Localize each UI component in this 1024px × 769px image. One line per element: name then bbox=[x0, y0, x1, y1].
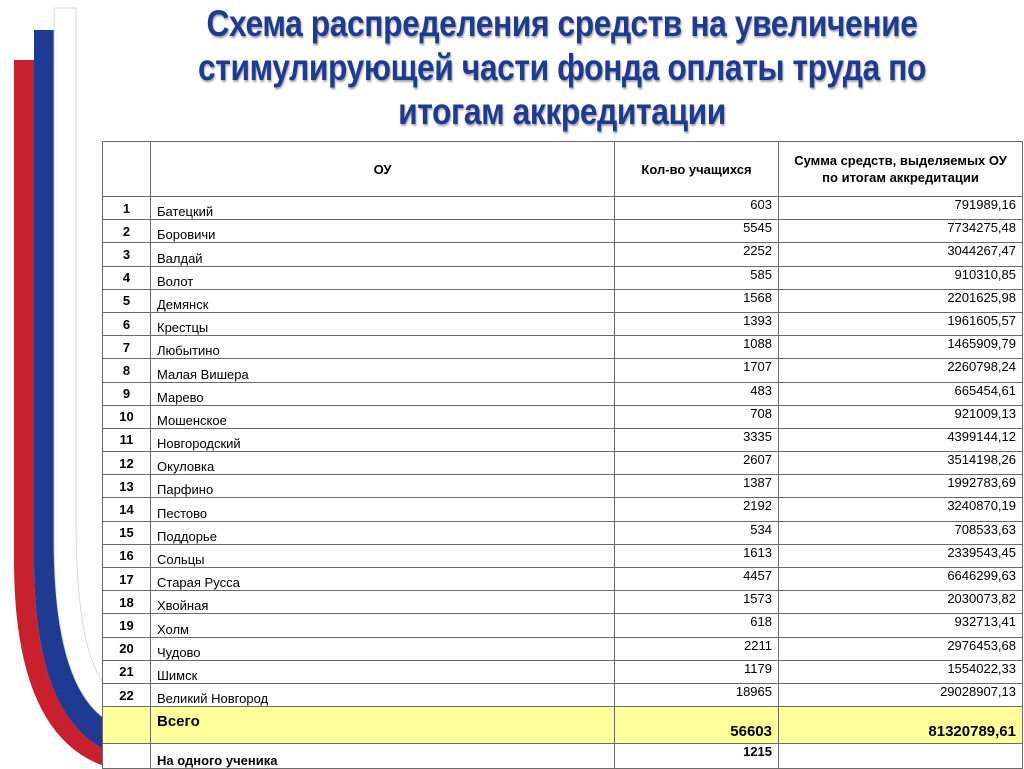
table-row bbox=[103, 475, 1023, 498]
row-number: 2 bbox=[103, 220, 151, 243]
row-students: 4457 bbox=[615, 568, 779, 591]
table-row bbox=[103, 266, 1023, 289]
row-number: 13 bbox=[103, 475, 151, 498]
row-students: 2192 bbox=[615, 498, 779, 521]
title-line-3: итогам аккредитации bbox=[398, 91, 726, 132]
row-number: 4 bbox=[103, 266, 151, 289]
table-row bbox=[103, 382, 1023, 405]
table-row bbox=[103, 637, 1023, 660]
table-row bbox=[103, 521, 1023, 544]
row-students: 1613 bbox=[615, 544, 779, 567]
row-sum: 2260798,24 bbox=[779, 359, 1023, 382]
row-students: 585 bbox=[615, 266, 779, 289]
row-sum: 7734275,48 bbox=[779, 220, 1023, 243]
table-row bbox=[103, 498, 1023, 521]
row-sum: 1992783,69 bbox=[779, 475, 1023, 498]
row-name: Хвойная bbox=[151, 591, 615, 614]
row-students: 1573 bbox=[615, 591, 779, 614]
row-sum: 910310,85 bbox=[779, 266, 1023, 289]
table-row bbox=[103, 243, 1023, 266]
row-number: 8 bbox=[103, 359, 151, 382]
row-sum: 708533,63 bbox=[779, 521, 1023, 544]
title-line-1: Схема распределения средств на увеличение bbox=[206, 3, 918, 44]
row-sum: 2976453,68 bbox=[779, 637, 1023, 660]
table-row bbox=[103, 591, 1023, 614]
row-number: 15 bbox=[103, 521, 151, 544]
row-students: 2607 bbox=[615, 452, 779, 475]
table-row bbox=[103, 312, 1023, 335]
row-number: 9 bbox=[103, 382, 151, 405]
row-name: Великий Новгород bbox=[151, 683, 615, 706]
row-name: Парфино bbox=[151, 475, 615, 498]
row-sum: 3514198,26 bbox=[779, 452, 1023, 475]
header-num bbox=[103, 142, 151, 197]
per-student-label: На одного ученика bbox=[151, 744, 615, 769]
table-row bbox=[103, 336, 1023, 359]
table-row bbox=[103, 683, 1023, 706]
row-sum: 2201625,98 bbox=[779, 289, 1023, 312]
total-num-cell bbox=[103, 707, 151, 744]
row-name: Любытино bbox=[151, 336, 615, 359]
table-row bbox=[103, 289, 1023, 312]
distribution-table bbox=[102, 141, 1023, 769]
row-number: 14 bbox=[103, 498, 151, 521]
table-row bbox=[103, 359, 1023, 382]
row-number: 1 bbox=[103, 197, 151, 220]
table-row bbox=[103, 614, 1023, 637]
row-sum: 1554022,33 bbox=[779, 660, 1023, 683]
row-students: 1179 bbox=[615, 660, 779, 683]
row-name: Волот bbox=[151, 266, 615, 289]
row-students: 1568 bbox=[615, 289, 779, 312]
row-name: Сольцы bbox=[151, 544, 615, 567]
row-number: 19 bbox=[103, 614, 151, 637]
title-line-2: стимулирующей части фонда оплаты труда по bbox=[198, 47, 926, 88]
table-header-row bbox=[103, 142, 1023, 197]
total-label: Всего bbox=[151, 707, 615, 744]
row-sum: 1465909,79 bbox=[779, 336, 1023, 359]
row-sum: 6646299,63 bbox=[779, 568, 1023, 591]
table-row bbox=[103, 452, 1023, 475]
row-number: 10 bbox=[103, 405, 151, 428]
row-sum: 3240870,19 bbox=[779, 498, 1023, 521]
row-students: 18965 bbox=[615, 683, 779, 706]
tricolor-ribbon-decoration bbox=[0, 0, 110, 768]
table-row bbox=[103, 405, 1023, 428]
row-students: 534 bbox=[615, 521, 779, 544]
row-number: 7 bbox=[103, 336, 151, 359]
row-name: Окуловка bbox=[151, 452, 615, 475]
row-sum: 29028907,13 bbox=[779, 683, 1023, 706]
per-student-sum bbox=[779, 744, 1023, 769]
row-sum: 1961605,57 bbox=[779, 312, 1023, 335]
row-sum: 932713,41 bbox=[779, 614, 1023, 637]
table-row bbox=[103, 220, 1023, 243]
row-sum: 921009,13 bbox=[779, 405, 1023, 428]
row-name: Крестцы bbox=[151, 312, 615, 335]
row-name: Малая Вишера bbox=[151, 359, 615, 382]
row-number: 3 bbox=[103, 243, 151, 266]
row-sum: 665454,61 bbox=[779, 382, 1023, 405]
row-students: 1707 bbox=[615, 359, 779, 382]
row-name: Чудово bbox=[151, 637, 615, 660]
table-row bbox=[103, 428, 1023, 451]
table-row bbox=[103, 568, 1023, 591]
row-students: 1387 bbox=[615, 475, 779, 498]
row-number: 6 bbox=[103, 312, 151, 335]
row-name: Боровичи bbox=[151, 220, 615, 243]
row-students: 5545 bbox=[615, 220, 779, 243]
row-name: Поддорье bbox=[151, 521, 615, 544]
row-students: 3335 bbox=[615, 428, 779, 451]
row-students: 2211 bbox=[615, 637, 779, 660]
per-student-value: 1215 bbox=[615, 744, 779, 769]
row-students: 603 bbox=[615, 197, 779, 220]
total-students: 56603 bbox=[615, 707, 779, 744]
row-name: Новгородский bbox=[151, 428, 615, 451]
row-name: Демянск bbox=[151, 289, 615, 312]
row-number: 11 bbox=[103, 428, 151, 451]
row-number: 18 bbox=[103, 591, 151, 614]
row-students: 1393 bbox=[615, 312, 779, 335]
header-students: Кол-во учащихся bbox=[615, 142, 779, 197]
row-name: Батецкий bbox=[151, 197, 615, 220]
row-students: 708 bbox=[615, 405, 779, 428]
per-student-num-cell bbox=[103, 744, 151, 769]
page-title bbox=[182, 2, 942, 134]
row-name: Старая Русса bbox=[151, 568, 615, 591]
per-student-row bbox=[103, 744, 1023, 769]
row-number: 21 bbox=[103, 660, 151, 683]
row-name: Пестово bbox=[151, 498, 615, 521]
row-number: 5 bbox=[103, 289, 151, 312]
row-name: Валдай bbox=[151, 243, 615, 266]
row-sum: 3044267,47 bbox=[779, 243, 1023, 266]
row-students: 618 bbox=[615, 614, 779, 637]
row-sum: 791989,16 bbox=[779, 197, 1023, 220]
table-row bbox=[103, 544, 1023, 567]
row-number: 16 bbox=[103, 544, 151, 567]
row-sum: 2030073,82 bbox=[779, 591, 1023, 614]
row-name: Холм bbox=[151, 614, 615, 637]
row-name: Мошенское bbox=[151, 405, 615, 428]
total-sum: 81320789,61 bbox=[779, 707, 1023, 744]
row-name: Шимск bbox=[151, 660, 615, 683]
row-students: 1088 bbox=[615, 336, 779, 359]
row-students: 483 bbox=[615, 382, 779, 405]
row-students: 2252 bbox=[615, 243, 779, 266]
row-sum: 2339543,45 bbox=[779, 544, 1023, 567]
header-sum: Сумма средств, выделяемых ОУ по итогам аккредитации bbox=[779, 142, 1023, 197]
table-row bbox=[103, 660, 1023, 683]
table-body bbox=[103, 197, 1023, 707]
row-name: Марево bbox=[151, 382, 615, 405]
row-number: 20 bbox=[103, 637, 151, 660]
row-number: 12 bbox=[103, 452, 151, 475]
header-ou: ОУ bbox=[151, 142, 615, 197]
row-sum: 4399144,12 bbox=[779, 428, 1023, 451]
row-number: 17 bbox=[103, 568, 151, 591]
row-number: 22 bbox=[103, 683, 151, 706]
total-row bbox=[103, 707, 1023, 744]
table-row bbox=[103, 197, 1023, 220]
